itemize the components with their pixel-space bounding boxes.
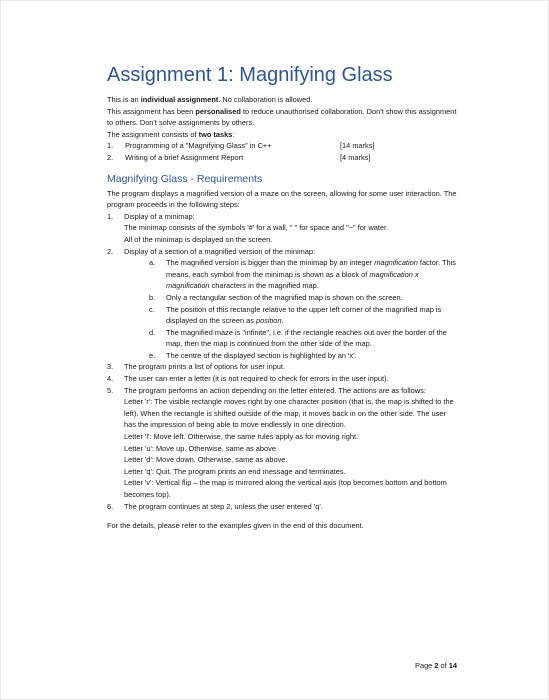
step-item: 1. Display of a minimap: The minimap consists of the symbols '#' for a wall, " " for space and "~" for water. All of the minimap is displayed on the screen. (107, 211, 389, 244)
letter-rule: Letter 'q': Quit. The program prints an end message and terminates. (124, 466, 346, 476)
letter-rule: Letter 'u': Move up. Otherwise, same as above. (124, 443, 278, 453)
substeps-list (124, 257, 457, 361)
steps-list (107, 211, 457, 512)
step-item: 5. The program performs an action depending on the letter entered. The actions are as follows: Letter 'r': The visible rectangle moves right by one character position (that is, the map is shifted to the left). When the rectangle is shifted outside of the map, it moves back in on the other side. The user has the impression of being able to move endlessly in one direction. Letter 'l': Move left. Otherwise, the same rules apply as for moving right. Letter 'u': Move up. Otherwise, same as above. Letter 'd': Move down. Otherwise, same as above. Letter 'q': Quit. The program prints an end message and terminates. Letter 'v': Vertical flip – the map is mirrored along the vertical axis (top becomes bottom and bottom becomes top). (107, 385, 457, 501)
substep-item: e. The centre of the displayed section is highlighted by an 'x'. (149, 350, 357, 360)
step-item: 4. The user can enter a letter (it is not required to check for errors in the user input). (107, 374, 389, 384)
section-intro: The program displays a magnified version of a maze on the screen, allowing for some user interaction. The program proceeds in the following steps: (107, 188, 457, 210)
section-heading: Magnifying Glass - Requirements (107, 172, 263, 185)
task-item: 1. Programming of a "Magnifying Glass" in C++ [14 marks] (107, 141, 375, 151)
intro-line-3: The assignment consists of two tasks: (107, 129, 235, 139)
substep-item: a. The magnified version is bigger than the minimap by an integer magnification factor. This means, each symbol from the minimap is shown as a block of magnification x magnification characters in the magnified map. (149, 258, 456, 291)
intro-line-2: This assignment has been personalised to reduce unauthorised collaboration. Don't show this assignment to others. Don't solve assignments by others. (107, 106, 457, 128)
substep-item: c. The position of this rectangle relative to the upper left corner of the magnified map is displayed on the screen as position. (149, 304, 442, 326)
document-title: Assignment 1: Magnifying Glass (107, 64, 393, 86)
letter-rule: Letter 'v': Vertical flip – the map is mirrored along the vertical axis (top becomes bottom and bottom becomes top). (124, 478, 447, 499)
letter-rule: Letter 'r': The visible rectangle moves right by one character position (that is, the map is shifted to the left). When the rectangle is shifted outside of the map, it moves back in on the other side. The user has the impression of being able to move endlessly in one direction. (124, 397, 454, 430)
step-item: 3. The program prints a list of options for user input. (107, 362, 286, 372)
task-list (107, 140, 457, 163)
substep-item: b. Only a rectangular section of the magnified map is shown on the screen. (149, 292, 403, 302)
letter-rule: Letter 'l': Move left. Otherwise, the same rules apply as for moving right. (124, 432, 359, 442)
task-item: 2. Writing of a brief Assignment Report [4 marks] (107, 152, 371, 162)
closing-note: For the details, please refer to the examples given in the end of this document. (107, 521, 364, 531)
letter-rule: Letter 'd': Move down. Otherwise, same as above. (124, 455, 288, 465)
page-footer: Page 2 of 14 (415, 661, 457, 670)
page-content (107, 62, 457, 532)
intro-line-1: This is an individual assignment. No collaboration is allowed. (107, 95, 313, 104)
page-total: 14 (448, 661, 457, 670)
step-item: 2. Display of a section of a magnified version of the minimap: a. The magnified version is bigger than the minimap by an integer magnification factor. This means, each symbol from the minimap is shown as a block of magnification x magnification characters in the magnified map. b. Only a rectangular section of the magnified map is shown on the screen. c. The position of this rectangle relative to the upper left corner of the magnified map is displayed on the screen as position. d. The magnified maze is "infinite", i.e. if the rectangle reaches out over the border of the map, then the map is continued from the other side of the map. e. The centre of the displayed section is highlighted by an 'x'. (107, 246, 456, 360)
page-number: 2 (434, 661, 439, 670)
task-marks: [4 marks] (340, 152, 371, 162)
step-item: 6. The program continues at step 2, unless the user entered 'q'. (107, 501, 323, 511)
task-marks: [14 marks] (340, 141, 375, 151)
substep-item: d. The magnified maze is "infinite", i.e. if the rectangle reaches out over the border of the map, then the map is continued from the other side of the map. (149, 327, 447, 349)
